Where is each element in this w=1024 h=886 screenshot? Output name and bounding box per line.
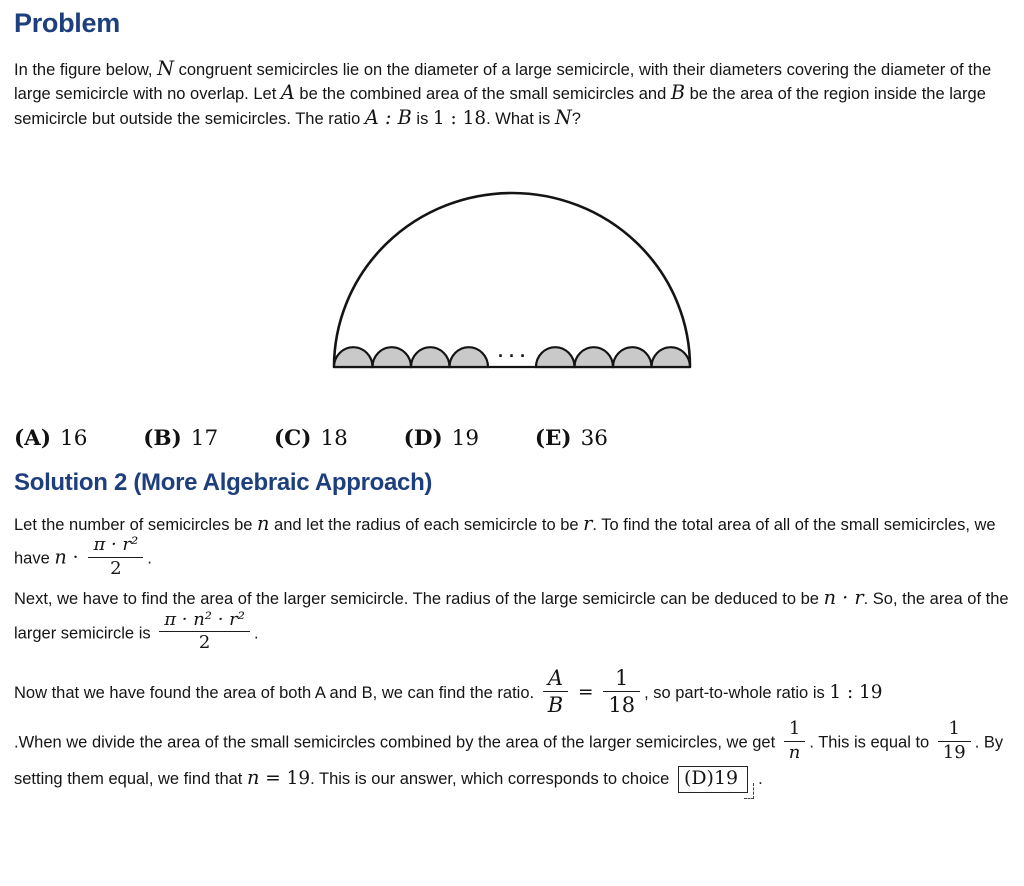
- math-expr-nr: n · r: [823, 586, 864, 610]
- choice-label: (B): [143, 425, 182, 451]
- fraction-numerator: 1: [788, 718, 801, 740]
- choice-value: 36: [580, 425, 608, 451]
- small-semicircle: [613, 347, 652, 367]
- fraction-small-area: [88, 535, 143, 579]
- text-segment: be the combined area of the small semicircles and: [294, 85, 671, 104]
- text-segment: and let the radius of each semicircle to be: [269, 515, 584, 534]
- fraction-numerator: π · r²: [93, 534, 139, 555]
- small-semicircle: [450, 347, 489, 367]
- page-title: Problem: [14, 8, 120, 38]
- choice-label: (D): [403, 425, 443, 451]
- choice-A: [14, 426, 87, 451]
- semicircle-figure-svg: [332, 189, 692, 371]
- math-cdot: ·: [66, 547, 85, 569]
- fraction-denominator: B: [543, 691, 568, 717]
- solution-paragraph-1: [14, 513, 1016, 582]
- fraction-A-over-B: [543, 666, 568, 717]
- answer-choices: [14, 426, 1010, 451]
- math-ratio-1-18: 1 : 18: [432, 107, 487, 129]
- text-segment: .: [758, 769, 763, 788]
- large-semicircle: [334, 193, 690, 367]
- text-segment: . To find the total area of all of the small semicircles, we have: [14, 515, 996, 568]
- fraction-large-area: [159, 610, 250, 654]
- math-var-B: B: [670, 81, 686, 105]
- math-var-N: N: [157, 57, 174, 80]
- fraction-numerator: π · n² · r²: [164, 608, 245, 630]
- text-segment: Let the number of semicircles be: [14, 515, 258, 534]
- solution-paragraph-2: [14, 587, 1016, 656]
- math-var-r: r: [583, 511, 593, 535]
- render-artifact-dashes: [744, 783, 754, 799]
- solution-title: Solution 2 (More Algebraic Approach): [14, 468, 433, 496]
- text-segment: , so part-to-whole ratio is: [644, 684, 830, 702]
- fraction-denominator: 18: [603, 691, 640, 717]
- math-equals-19: = 19: [259, 767, 311, 789]
- text-segment: Next, we have to find the area of the larger semicircle. The radius of the large semicircle can be deduced to be: [14, 590, 824, 609]
- choice-value: 17: [190, 425, 219, 451]
- text-segment: congruent semicircles lie on the diameter of a large semicircle, with their diameters covering the diameter of the large semicircle with no overlap. Let: [14, 61, 992, 104]
- choice-value: 19: [451, 425, 479, 451]
- math-var-N: N: [554, 105, 572, 129]
- choice-E: [535, 426, 608, 451]
- fraction-1-over-n: [784, 719, 806, 763]
- choice-D: [404, 426, 479, 451]
- math-var-A: A: [280, 81, 295, 105]
- small-semicircle: [652, 347, 691, 367]
- solution-paragraph-4: [14, 718, 1016, 792]
- text-segment: be the area of the region inside the large semicircle but outside the semicircles. The ratio: [14, 85, 986, 128]
- solution-paragraph-3: [14, 668, 1016, 719]
- choice-B: [143, 426, 218, 451]
- fraction-denominator: 2: [159, 631, 250, 654]
- ellipsis-dots: · · ·: [498, 345, 526, 366]
- math-var-n: n: [246, 765, 260, 789]
- small-semicircle: [575, 347, 614, 367]
- text-segment: .: [254, 624, 259, 643]
- text-segment: ?: [571, 109, 581, 128]
- fraction-numerator: 1: [615, 666, 629, 690]
- text-segment: . What is: [486, 109, 555, 128]
- choice-label: (E): [534, 425, 572, 451]
- fraction-numerator: A: [547, 666, 563, 690]
- math-var-n: n: [54, 545, 67, 569]
- choice-value: 16: [60, 425, 88, 451]
- text-segment: . This is equal to: [809, 733, 934, 752]
- choice-label: (A): [14, 425, 52, 451]
- problem-paragraph: [14, 58, 1016, 131]
- fraction-1-over-19: [938, 719, 971, 763]
- math-ratio-AB: A : B: [364, 105, 412, 129]
- math-equals: =: [572, 682, 600, 703]
- math-ratio-1-19: 1 : 19: [829, 682, 883, 703]
- text-segment: . By setting them equal, we find that: [14, 733, 1004, 788]
- choice-label: (C): [273, 425, 312, 451]
- choice-C: [274, 426, 348, 451]
- small-semicircle: [411, 347, 450, 367]
- small-semicircle: [334, 347, 373, 367]
- text-segment: .When we divide the area of the small semicircles combined by the area of the larger semicircles, we get: [14, 733, 780, 752]
- text-segment: Now that we have found the area of both A and B, we can find the ratio.: [14, 684, 539, 702]
- semicircle-figure: [332, 189, 692, 376]
- large-semicircle-arc: [334, 193, 690, 367]
- fraction-denominator: n: [784, 741, 806, 764]
- fraction-1-over-18: [603, 666, 640, 717]
- math-var-n: n: [257, 511, 270, 535]
- small-semicircle: [536, 347, 575, 367]
- fraction-denominator: 19: [938, 741, 971, 764]
- fraction-numerator: 1: [948, 718, 960, 740]
- text-segment: . This is our answer, which corresponds to choice: [310, 769, 674, 788]
- small-semicircle: [373, 347, 412, 367]
- text-segment: .: [147, 549, 152, 568]
- text-segment: . So, the area of the larger semicircle is: [14, 590, 1009, 643]
- fraction-denominator: 2: [88, 557, 143, 580]
- text-segment: is: [411, 109, 433, 128]
- boxed-answer: (D)19: [678, 766, 748, 793]
- choice-value: 18: [320, 425, 348, 451]
- text-segment: In the figure below,: [14, 61, 158, 79]
